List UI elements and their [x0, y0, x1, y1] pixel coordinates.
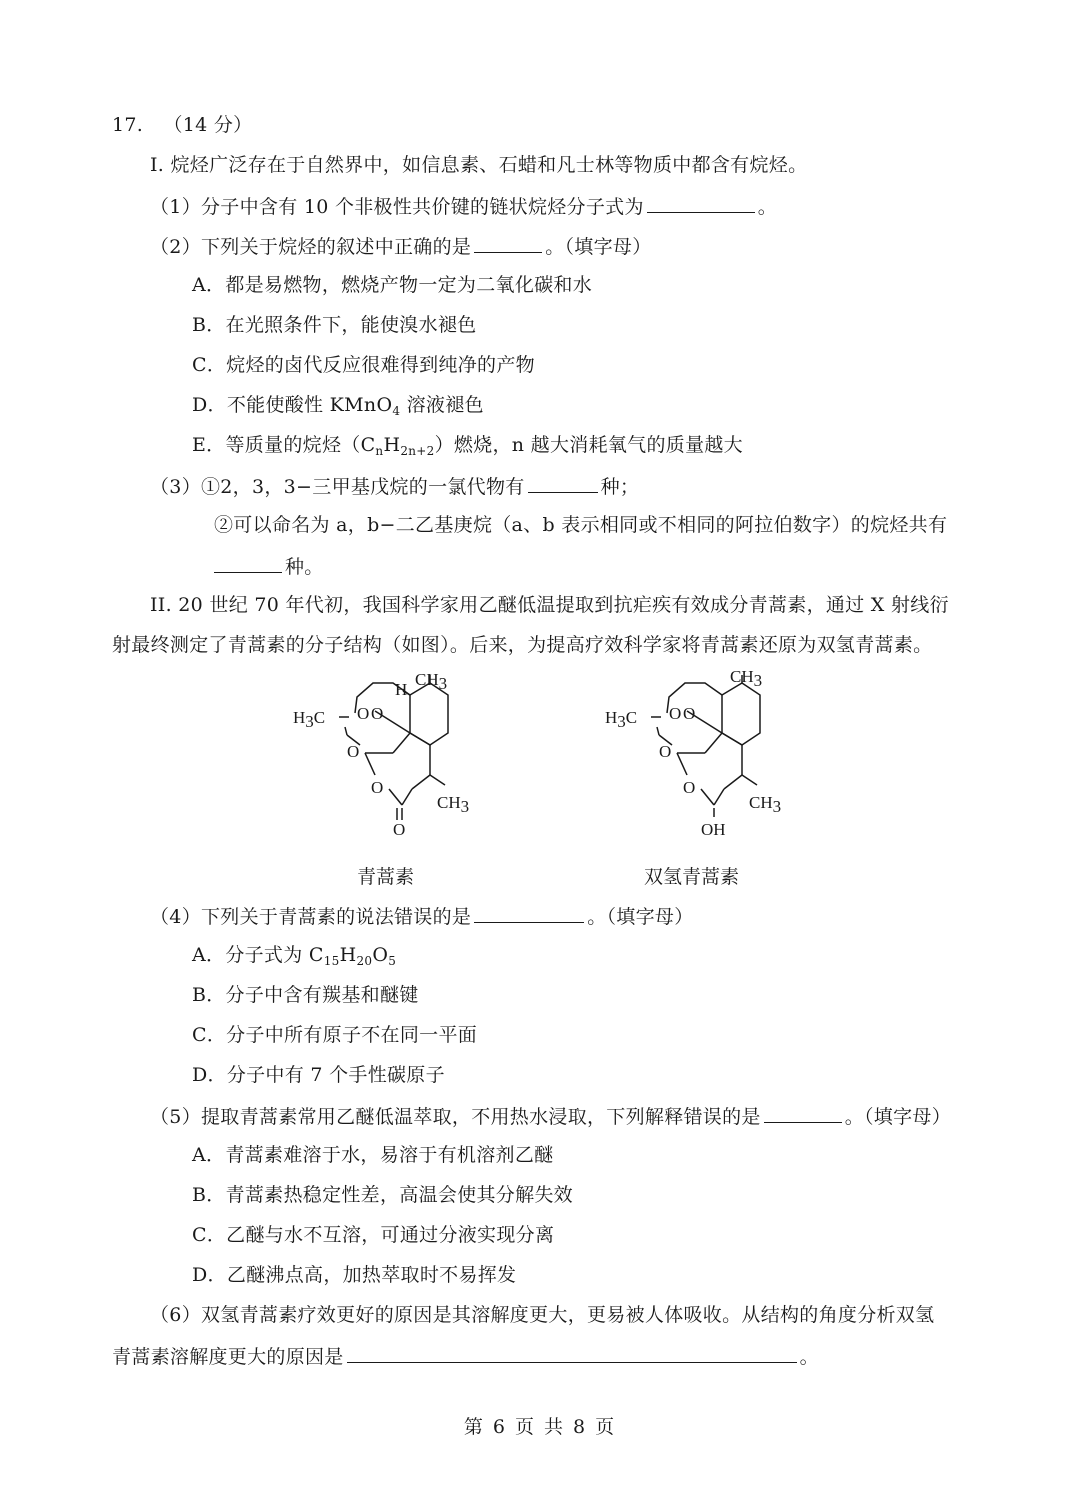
label-o5: O	[393, 820, 406, 839]
answer-blank-q4[interactable]	[474, 902, 584, 923]
q3-b-cont: 种。	[214, 552, 324, 580]
part2-intro-1: II. 20 世纪 70 年代初，我国科学家用乙醚低温提取到抗疟疾有效成分青蒿素，通过 X 射线衍	[150, 594, 949, 616]
q5-option-d: D．乙醚沸点高，加热萃取时不易挥发	[192, 1264, 517, 1286]
q4-option-c: C．分子中所有原子不在同一平面	[192, 1024, 478, 1046]
q5-option-b: B．青蒿素热稳定性差，高温会使其分解失效	[192, 1184, 573, 1206]
part1-intro: I. 烷烃广泛存在于自然界中，如信息素、石蜡和凡士林等物质中都含有烷烃。	[150, 154, 808, 176]
label-o1: O	[357, 704, 370, 723]
caption-artemisinin: 青蒿素	[357, 866, 415, 888]
q6-line2: 青蒿素溶解度更大的原因是 。	[112, 1342, 819, 1370]
q4: （4）下列关于青蒿素的说法错误的是 。（填字母）	[150, 902, 694, 930]
label-o2: O	[371, 704, 384, 723]
label-ch3-top: CH3	[730, 667, 763, 690]
q4-option-d: D．分子中有 7 个手性碳原子	[192, 1064, 445, 1086]
dihydroartemisinin-structure	[597, 665, 797, 850]
q5-option-c: C．乙醚与水不互溶，可通过分液实现分离	[192, 1224, 555, 1246]
q2-option-d: D．不能使酸性 KMnO$_4$ 溶液褪色	[192, 394, 484, 418]
label-h3c: H3C	[605, 708, 638, 731]
label-ch3-top: CH3	[415, 670, 448, 693]
q5-option-a: A．青蒿素难溶于水，易溶于有机溶剂乙醚	[192, 1144, 554, 1166]
label-o4: O	[371, 778, 384, 797]
label-o4: O	[683, 778, 696, 797]
q4-option-a: A．分子式为 $C_{15}H_{20}O_5$	[192, 944, 397, 968]
question-score: （14 分）	[163, 114, 253, 136]
q2-option-e: E．等质量的烷烃$(C_nH_{2n+2})$燃烧，n 越大消耗氧气的质量越大	[192, 434, 743, 458]
label-h: H	[395, 680, 408, 699]
q1: （1）分子中含有 10 个非极性共价键的链状烷烃分子式为 。	[150, 192, 777, 220]
q5: （5）提取青蒿素常用乙醚低温萃取，不用热水浸取，下列解释错误的是 。（填字母）	[150, 1102, 951, 1130]
label-o1: O	[669, 704, 682, 723]
label-o3: O	[347, 742, 360, 761]
answer-blank-q2[interactable]	[474, 232, 542, 253]
answer-blank-q3a[interactable]	[528, 472, 598, 493]
q2-option-b: B．在光照条件下，能使溴水褪色	[192, 314, 477, 336]
q2-option-a: A．都是易燃物，燃烧产物一定为二氧化碳和水	[192, 274, 593, 296]
q3-a: （3）①2，3，3−三甲基戊烷的一氯代物有 种；	[150, 472, 639, 500]
part2-intro-2: 射最终测定了青蒿素的分子结构（如图）。后来，为提高疗效科学家将青蒿素还原为双氢青蒿素。	[112, 634, 933, 656]
label-o3: O	[659, 742, 672, 761]
artemisinin-structure	[285, 665, 485, 850]
page-footer: 第 6 页 共 8 页	[463, 1416, 617, 1438]
label-ch3-bottom: CH3	[749, 793, 782, 816]
answer-blank-q5[interactable]	[764, 1102, 842, 1123]
caption-dihydroartemisinin: 双氢青蒿素	[644, 866, 740, 888]
question-number: 17.	[112, 114, 144, 136]
label-oh: OH	[701, 820, 726, 839]
answer-blank-q6[interactable]	[347, 1342, 797, 1363]
label-ch3-bottom: CH3	[437, 793, 470, 816]
answer-blank-q1[interactable]	[647, 192, 755, 213]
answer-blank-q3b[interactable]	[214, 552, 282, 573]
label-h3c: H3C	[293, 708, 326, 731]
q4-option-b: B．分子中含有羰基和醚键	[192, 984, 419, 1006]
q3-b: ②可以命名为 a，b−二乙基庚烷（a、b 表示相同或不相同的阿拉伯数字）的烷烃共有	[214, 514, 948, 536]
label-o2: O	[683, 704, 696, 723]
q6-line1: （6）双氢青蒿素疗效更好的原因是其溶解度更大，更易被人体吸收。从结构的角度分析双氢	[150, 1304, 935, 1326]
q2: （2）下列关于烷烃的叙述中正确的是 。（填字母）	[150, 232, 652, 260]
q2-option-c: C．烷烃的卤代反应很难得到纯净的产物	[192, 354, 535, 376]
question-header	[112, 112, 253, 138]
